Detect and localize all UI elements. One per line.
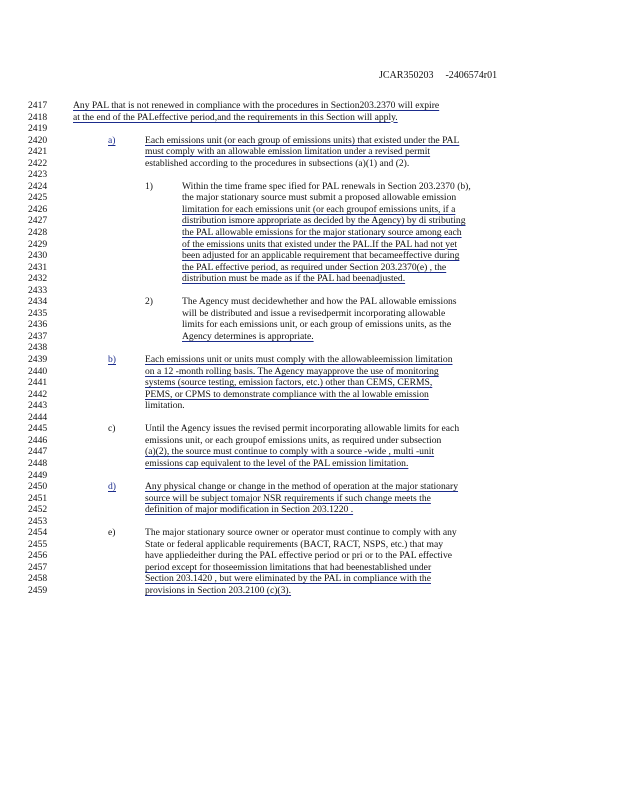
document-line: [0, 146, 618, 158]
line-number: 2425: [28, 192, 48, 204]
line-number: 2427: [28, 215, 48, 227]
document-line: [0, 562, 618, 574]
line-number: 2440: [28, 365, 48, 377]
document-line: [0, 550, 618, 562]
line-text: The Agency must decidewhether and how the PAL allowable emissions: [182, 296, 457, 308]
document-line: [0, 366, 618, 378]
line-number: 2431: [28, 261, 48, 273]
line-text: been adjusted for an applicable requirement that becameeffective during: [182, 250, 460, 262]
document-line: [0, 354, 618, 366]
document-line: [0, 504, 618, 516]
line-text: emissions cap equivalent to the level of the PAL emission limitation.: [145, 457, 409, 469]
document-line: [0, 308, 618, 320]
line-text: Within the time frame spec ified for PAL renewals in Section 203.2370 (b),: [182, 180, 471, 192]
line-text: distribution must be made as if the PAL had beenadjusted.: [182, 273, 406, 285]
document-line: [0, 262, 618, 274]
subsection-marker: c): [108, 423, 116, 435]
document-line: [0, 100, 618, 112]
subsection-marker: e): [108, 527, 116, 539]
line-number: 2451: [28, 492, 48, 504]
subsection-marker: 2): [145, 296, 153, 308]
document-line: [0, 458, 618, 470]
line-text: have appliedeither during the PAL effective period or pri or to the PAL effective: [145, 550, 452, 562]
document-line: [0, 493, 618, 505]
line-text: Agency determines is appropriate.: [182, 330, 314, 342]
line-number: 2432: [28, 273, 48, 285]
line-number: 2426: [28, 203, 48, 215]
line-text: source will be subject tomajor NSR requirements if such change meets the: [145, 492, 431, 504]
line-number: 2454: [28, 527, 48, 539]
line-number: 2458: [28, 573, 48, 585]
line-text: distribution ismore appropriate as decided by the Agency) by di stributing: [182, 215, 466, 227]
line-text: the major stationary source must submit a proposed allowable emission: [182, 192, 457, 204]
document-line: [0, 539, 618, 551]
line-number: 2418: [28, 111, 48, 123]
document-body: [0, 100, 618, 597]
line-text: definition of major modification in Section 203.1220 .: [145, 504, 354, 516]
document-line: [0, 192, 618, 204]
line-text: Any physical change or change in the method of operation at the major stationary: [145, 481, 459, 493]
line-number: 2420: [28, 134, 48, 146]
line-text: Section 203.1420 , but were eliminated by the PAL in compliance with the: [145, 573, 431, 585]
document-line: [0, 250, 618, 262]
line-number: 2453: [28, 515, 48, 527]
line-number: 2448: [28, 457, 48, 469]
document-line: [0, 319, 618, 331]
document-line: [0, 470, 618, 482]
subsection-marker: b): [108, 354, 116, 366]
line-number: 2443: [28, 400, 48, 412]
line-text: State or federal applicable requirements (BACT, RACT, NSPS, etc.) that may: [145, 538, 444, 550]
document-id: JCAR350203: [379, 70, 434, 81]
line-number: 2437: [28, 330, 48, 342]
line-number: 2430: [28, 250, 48, 262]
line-number: 2423: [28, 169, 48, 181]
line-text: Any PAL that is not renewed in compliance with the procedures in Section203.2370 will expire: [73, 100, 440, 111]
line-text: established according to the procedures in subsections (a)(1) and (2).: [145, 157, 410, 169]
document-line: [0, 296, 618, 308]
line-text: The major stationary source owner or operator must continue to comply with any: [145, 527, 457, 539]
line-number: 2445: [28, 423, 48, 435]
line-number: 2433: [28, 284, 48, 296]
line-number: 2452: [28, 504, 48, 516]
subsection-marker: a): [108, 134, 116, 146]
line-text: Each emissions unit or units must comply with the allowableemission limitation: [145, 354, 453, 366]
line-number: 2457: [28, 561, 48, 573]
line-number: 2422: [28, 157, 48, 169]
document-line: [0, 516, 618, 528]
document-line: [0, 285, 618, 297]
document-line: [0, 215, 618, 227]
document-line: [0, 412, 618, 424]
line-text: must comply with an allowable emission limitation under a revised permit: [145, 146, 431, 158]
line-text: emissions unit, or each groupof emissions units, as required under subsection: [145, 434, 442, 446]
line-text: at the end of the PALeffective period,and the requirements in this Section will apply.: [73, 111, 398, 123]
line-number: 2417: [28, 100, 48, 111]
line-number: 2450: [28, 481, 48, 493]
document-line: [0, 573, 618, 585]
line-number: 2449: [28, 469, 48, 481]
line-text: period except for thoseemission limitations that had beenestablished under: [145, 561, 432, 573]
line-number: 2434: [28, 296, 48, 308]
line-text: on a 12 -month rolling basis. The Agency mayapprove the use of monitoring: [145, 365, 439, 377]
line-number: 2455: [28, 538, 48, 550]
line-number: 2428: [28, 227, 48, 239]
document-line: [0, 527, 618, 539]
document-ref: -2406574r01: [445, 70, 498, 81]
document-line: [0, 123, 618, 135]
line-text: the PAL effective period, as required under Section 203.2370(e) , the: [182, 261, 447, 273]
document-line: [0, 435, 618, 447]
document-line: [0, 400, 618, 412]
document-line: [0, 273, 618, 285]
line-text: the PAL allowable emissions for the major stationary source among each: [182, 227, 462, 239]
subsection-marker: 1): [145, 180, 153, 192]
line-text: will be distributed and issue a revisedpermit incorporating allowable: [182, 307, 446, 319]
line-number: 2429: [28, 238, 48, 250]
line-text: Each emissions unit (or each group of emissions units) that existed under the PAL: [145, 134, 460, 146]
document-line: [0, 377, 618, 389]
document-line: [0, 135, 618, 147]
document-line: [0, 227, 618, 239]
line-number: 2424: [28, 180, 48, 192]
document-line: [0, 239, 618, 251]
document-line: [0, 423, 618, 435]
line-number: 2459: [28, 584, 48, 596]
line-text: provisions in Section 203.2100 (c)(3).: [145, 584, 292, 596]
line-text: limitation for each emissions unit (or each groupof emissions units, if a: [182, 203, 456, 215]
line-number: 2447: [28, 446, 48, 458]
document-line: [0, 331, 618, 343]
subsection-marker: d): [108, 481, 116, 493]
document-line: [0, 112, 618, 124]
line-number: 2435: [28, 307, 48, 319]
document-line: [0, 158, 618, 170]
line-text: Until the Agency issues the revised permit incorporating allowable limits for each: [145, 423, 460, 435]
document-line: [0, 481, 618, 493]
line-number: 2438: [28, 342, 48, 354]
line-text: PEMS, or CPMS to demonstrate compliance with the al lowable emission: [145, 388, 429, 400]
line-number: 2456: [28, 550, 48, 562]
document-line: [0, 446, 618, 458]
line-number: 2446: [28, 434, 48, 446]
line-number: 2439: [28, 354, 48, 366]
document-line: [0, 389, 618, 401]
document-line: [0, 585, 618, 597]
document-line: [0, 342, 618, 354]
line-number: 2436: [28, 319, 48, 331]
line-number: 2441: [28, 377, 48, 389]
line-text: limitation.: [145, 400, 185, 412]
document-line: [0, 169, 618, 181]
line-number: 2444: [28, 411, 48, 423]
line-text: limits for each emissions unit, or each group of emissions units, as the: [182, 319, 452, 331]
line-number: 2419: [28, 123, 48, 135]
line-text: of the emissions units that existed under the PAL.If the PAL had not yet: [182, 238, 457, 250]
line-text: systems (source testing, emission factors, etc.) other than CEMS, CERMS,: [145, 377, 433, 389]
line-text: (a)(2), the source must continue to comply with a source -wide , multi -unit: [145, 446, 435, 458]
line-number: 2442: [28, 388, 48, 400]
page-header: [379, 70, 497, 81]
line-number: 2421: [28, 146, 48, 158]
document-line: [0, 181, 618, 193]
document-line: [0, 204, 618, 216]
